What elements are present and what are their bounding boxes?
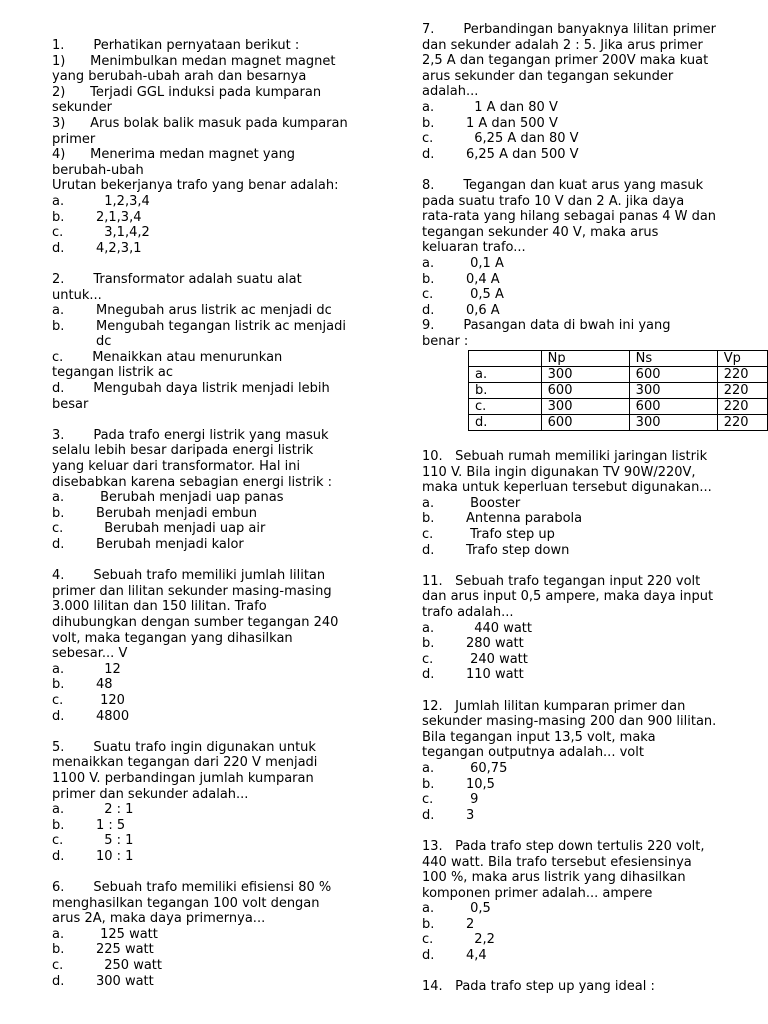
answer-option — [52, 506, 382, 522]
option-text: dc — [96, 334, 112, 350]
option-text: Berubah menjadi embun — [96, 505, 257, 521]
question-text-line: 3) Arus bolak balik masuk pada kumparan — [52, 115, 348, 131]
table-header-cell — [469, 351, 542, 367]
option-text: 2 : 1 — [96, 802, 134, 818]
option-text: 0,1 A — [466, 255, 504, 271]
answer-option — [52, 334, 382, 350]
question — [52, 880, 382, 989]
option-letter: d. — [52, 708, 65, 724]
option-text: 1 : 5 — [96, 817, 126, 833]
question-text-line: untuk... — [52, 287, 102, 303]
answer-option — [52, 194, 382, 210]
question-text-line: 11. Sebuah trafo tegangan input 220 volt — [422, 573, 701, 589]
answer-option — [52, 537, 382, 553]
question-text-line: sekunder — [52, 100, 112, 116]
option-letter: c. — [52, 521, 64, 537]
question-text-line: sekunder masing-masing 200 dan 900 lilitan. — [422, 714, 717, 730]
question-text-line: menghasilkan tegangan 100 volt dengan — [52, 895, 320, 911]
answer-option — [422, 543, 768, 559]
spacer — [52, 256, 382, 272]
option-text: 0,5 — [466, 901, 491, 917]
option-text: 2,2 — [466, 932, 495, 948]
table-header-cell: Ns — [629, 351, 717, 367]
answer-option — [422, 667, 768, 683]
question-text-line: Urutan bekerjanya trafo yang benar adalah: — [52, 178, 339, 194]
option-letter: c. — [52, 692, 64, 708]
option-text: Trafo step up — [466, 527, 555, 543]
answer-option — [422, 808, 768, 824]
option-letter: a. — [52, 303, 65, 319]
table-row — [469, 399, 768, 415]
answer-option — [422, 496, 768, 512]
answer-option — [422, 272, 768, 288]
table-cell: 300 — [541, 367, 629, 383]
option-letter: a. — [52, 661, 65, 677]
option-letter: d. — [422, 146, 435, 162]
option-text: 48 — [96, 677, 113, 693]
question-text-line: benar : — [422, 333, 469, 349]
option-text: 60,75 — [466, 760, 508, 776]
option-text: 1,2,3,4 — [96, 193, 150, 209]
spacer — [422, 162, 768, 178]
table-row — [469, 383, 768, 399]
table-cell: d. — [469, 415, 542, 431]
question-text-line: pada suatu trafo 10 V dan 2 A. jika daya — [422, 193, 685, 209]
option-letter: a. — [52, 926, 65, 942]
answer-option — [422, 777, 768, 793]
option-letter: b. — [422, 115, 435, 131]
option-letter: a. — [52, 802, 65, 818]
spacer — [422, 964, 768, 980]
option-text: Mnegubah arus listrik ac menjadi dc — [96, 303, 332, 319]
answer-option — [422, 131, 768, 147]
option-text: 10,5 — [466, 776, 495, 792]
option-text: 4,2,3,1 — [96, 240, 142, 256]
option-text: 10 : 1 — [96, 848, 134, 864]
table-cell: b. — [469, 383, 542, 399]
answer-option — [52, 225, 382, 241]
question-text-line: dan arus input 0,5 ampere, maka daya input — [422, 589, 714, 605]
answer-option — [422, 527, 768, 543]
option-letter: b. — [52, 505, 65, 521]
question-text-line: 3. Pada trafo energi listrik yang masuk — [52, 427, 329, 443]
option-text: 1 A dan 80 V — [466, 99, 558, 115]
option-letter: d. — [422, 542, 435, 558]
question — [422, 574, 768, 683]
option-letter: d. — [52, 973, 65, 989]
option-text: Berubah menjadi kalor — [96, 537, 244, 552]
option-letter: b. — [52, 318, 65, 334]
option-text: Trafo step down — [466, 542, 570, 558]
option-letter: b. — [422, 511, 435, 527]
question-text-line: 110 V. Bila ingin digunakan TV 90W/220V, — [422, 464, 696, 480]
option-letter: c. — [422, 651, 434, 667]
option-text: 2 — [466, 916, 475, 932]
question — [52, 428, 382, 553]
question-text-line: 4) Menerima medan magnet yang — [52, 147, 296, 163]
option-letter: a. — [422, 620, 435, 636]
table-cell: c. — [469, 399, 542, 415]
option-text: 1 A dan 500 V — [466, 115, 558, 131]
option-text: 110 watt — [466, 667, 524, 683]
left-column — [52, 0, 382, 989]
answer-option — [422, 792, 768, 808]
answer-option — [422, 287, 768, 303]
answer-option — [52, 958, 382, 974]
answer-option — [52, 677, 382, 693]
option-text: 5 : 1 — [96, 833, 134, 849]
option-letter: b. — [422, 271, 435, 287]
answer-option — [422, 256, 768, 272]
answer-option — [422, 901, 768, 917]
option-letter: d. — [52, 537, 65, 552]
question-text-line: volt, maka tegangan yang dihasilkan — [52, 630, 293, 646]
option-letter: c. — [422, 932, 434, 948]
question — [422, 839, 768, 964]
question — [52, 568, 382, 724]
question-text-line: 1100 V. perbandingan jumlah kumparan — [52, 770, 314, 786]
spacer — [52, 412, 382, 428]
answer-option — [52, 802, 382, 818]
option-text: Mengubah tegangan listrik ac menjadi — [96, 318, 346, 334]
question-text-line: 8. Tegangan dan kuat arus yang masuk — [422, 177, 704, 193]
question-text-line: 14. Pada trafo step up yang ideal : — [422, 979, 655, 995]
answer-option — [422, 917, 768, 933]
answer-option — [52, 927, 382, 943]
option-letter: c. — [52, 225, 64, 241]
option-letter: b. — [52, 942, 65, 958]
option-letter: c. — [422, 527, 434, 543]
table-cell: 220 — [717, 383, 767, 399]
option-letter: c. — [52, 958, 64, 974]
table-cell: 220 — [717, 367, 767, 383]
answer-option — [422, 147, 768, 163]
option-letter: a. — [422, 901, 435, 917]
table-header-cell: Vp — [717, 351, 767, 367]
spacer — [422, 558, 768, 574]
option-letter: a. — [422, 495, 435, 511]
option-text: 2,1,3,4 — [96, 209, 142, 225]
question-text-line: 12. Jumlah lilitan kumparan primer dan — [422, 698, 686, 714]
answer-option — [422, 621, 768, 637]
option-text: 4,4 — [466, 948, 487, 964]
option-text: 440 watt — [466, 620, 533, 636]
question-text-line: disebabkan karena sebagian energi listrik : — [52, 474, 333, 490]
option-text: 6,25 A dan 500 V — [466, 146, 579, 162]
answer-option — [422, 652, 768, 668]
option-text: 0,4 A — [466, 271, 500, 287]
answer-option — [422, 636, 768, 652]
answer-option — [422, 948, 768, 964]
question-text-line: 7. Perbandingan banyaknya lilitan primer — [422, 22, 716, 37]
answer-option — [52, 662, 382, 678]
table-cell: 220 — [717, 399, 767, 415]
option-letter: b. — [52, 817, 65, 833]
option-text: Booster — [466, 495, 521, 511]
question-text-line: dihubungkan dengan sumber tegangan 240 — [52, 614, 339, 630]
answer-option — [52, 818, 382, 834]
question-text-line: 10. Sebuah rumah memiliki jaringan listrik — [422, 449, 708, 465]
question-text-line: adalah... — [422, 84, 479, 100]
table-cell: 300 — [629, 383, 717, 399]
answer-option — [52, 303, 382, 319]
option-letter: b. — [52, 677, 65, 693]
option-text: Antenna parabola — [466, 511, 583, 527]
option-letter: c. — [422, 287, 434, 303]
table-row — [469, 415, 768, 431]
option-letter: d. — [422, 667, 435, 683]
option-text: Berubah menjadi uap panas — [96, 490, 284, 506]
option-text: 240 watt — [466, 651, 528, 667]
table-header-cell: Np — [541, 351, 629, 367]
question-text-line: yang keluar dari transformator. Hal ini — [52, 459, 301, 475]
question-text-line: 2) Terjadi GGL induksi pada kumparan — [52, 84, 322, 100]
answer-option — [422, 511, 768, 527]
option-text: 125 watt — [96, 926, 158, 942]
answer-option — [52, 693, 382, 709]
spacer — [422, 823, 768, 839]
option-letter: a. — [422, 99, 435, 115]
option-letter: d. — [52, 848, 65, 864]
option-letter: c. — [422, 131, 434, 147]
option-letter: a. — [52, 193, 65, 209]
right-column — [422, 0, 768, 995]
spacer — [422, 433, 768, 449]
table-cell: 220 — [717, 415, 767, 431]
question-text-line: Bila tegangan input 13,5 volt, maka — [422, 729, 656, 745]
question-text-line: dan sekunder adalah 2 : 5. Jika arus primer — [422, 37, 703, 53]
option-text: 4800 — [96, 708, 130, 724]
question — [422, 318, 768, 431]
question — [422, 178, 768, 318]
option-letter: a. — [422, 255, 435, 271]
table-cell: 600 — [541, 415, 629, 431]
question — [422, 449, 768, 558]
table-header-row — [469, 351, 768, 367]
option-text: 120 — [96, 692, 125, 708]
question-text-line: yang berubah-ubah arah dan besarnya — [52, 69, 307, 85]
option-text: 9 — [466, 792, 479, 808]
question — [422, 22, 768, 162]
answer-option — [422, 932, 768, 948]
question-text-line: primer — [52, 131, 96, 147]
answer-option — [52, 319, 382, 335]
question-text-line: besar — [52, 396, 89, 412]
option-letter: b. — [422, 916, 435, 932]
table-cell: a. — [469, 367, 542, 383]
answer-option — [52, 210, 382, 226]
question — [52, 740, 382, 865]
question-text-line: 13. Pada trafo step down tertulis 220 volt, — [422, 838, 705, 854]
question-text-line: 2. Transformator adalah suatu alat — [52, 271, 302, 287]
question-text-line: 4. Sebuah trafo memiliki jumlah lilitan — [52, 568, 326, 584]
question-text-line: 3.000 lilitan dan 150 lilitan. Trafo — [52, 599, 267, 615]
answer-option — [52, 942, 382, 958]
answer-option — [52, 849, 382, 865]
answer-option — [52, 241, 382, 257]
question-text-line: komponen primer adalah... ampere — [422, 885, 653, 901]
table-cell: 600 — [629, 399, 717, 415]
question — [52, 272, 382, 412]
question — [422, 979, 768, 995]
data-table — [468, 350, 768, 431]
question-text-line: rata-rata yang hilang sebagai panas 4 W dan — [422, 209, 717, 225]
answer-option — [422, 761, 768, 777]
question-text-line: 6. Sebuah trafo memiliki efisiensi 80 % — [52, 880, 332, 896]
question-text-line: trafo adalah... — [422, 605, 514, 620]
question-text-line: tegangan listrik ac — [52, 365, 173, 381]
spacer — [52, 553, 382, 569]
option-text: 6,25 A dan 80 V — [466, 131, 579, 147]
spacer — [52, 864, 382, 880]
answer-option — [52, 974, 382, 990]
option-letter: d. — [422, 302, 435, 318]
answer-option — [52, 709, 382, 725]
question-text-line: 1. Perhatikan pernyataan berikut : — [52, 38, 300, 53]
question-text-line: 100 %, maka arus listrik yang dihasilkan — [422, 870, 686, 886]
question-text-line: arus 2A, maka daya primernya... — [52, 911, 266, 927]
answer-option — [52, 490, 382, 506]
table-cell: 300 — [629, 415, 717, 431]
option-letter: b. — [422, 776, 435, 792]
question-text-line: 5. Suatu trafo ingin digunakan untuk — [52, 739, 316, 755]
option-text: 12 — [96, 661, 121, 677]
question-text-line: berubah-ubah — [52, 162, 144, 178]
question-text-line: selalu lebih besar daripada energi listrik — [52, 443, 314, 459]
option-letter: c. — [52, 833, 64, 849]
answer-option — [422, 116, 768, 132]
question-text-line: primer dan sekunder adalah... — [52, 786, 249, 802]
option-letter: d. — [422, 948, 435, 964]
spacer — [422, 683, 768, 699]
answer-option — [422, 100, 768, 116]
option-text: 0,6 A — [466, 302, 500, 318]
answer-option — [422, 303, 768, 319]
question-text-line: 2,5 A dan tegangan primer 200V maka kuat — [422, 53, 709, 69]
option-text: 300 watt — [96, 973, 154, 989]
answer-option — [52, 521, 382, 537]
question-text-line: 9. Pasangan data di bwah ini yang — [422, 318, 671, 334]
option-text: 3 — [466, 807, 475, 823]
question-text-line: c. Menaikkan atau menurunkan — [52, 349, 283, 365]
answer-option — [52, 833, 382, 849]
option-letter: d. — [422, 807, 435, 823]
question-text-line: sebesar... V — [52, 646, 128, 662]
table-cell: 600 — [541, 383, 629, 399]
spacer — [52, 724, 382, 740]
question-text-line: 440 watt. Bila trafo tersebut efesiensinya — [422, 854, 692, 870]
option-letter: c. — [422, 792, 434, 808]
question-text-line: tegangan outputnya adalah... volt — [422, 745, 644, 761]
question — [52, 38, 382, 256]
question-text-line: 1) Menimbulkan medan magnet magnet — [52, 53, 336, 69]
option-letter: d. — [52, 240, 65, 256]
question-text-line: menaikkan tegangan dari 220 V menjadi — [52, 755, 318, 771]
option-text: 250 watt — [96, 958, 163, 974]
question-text-line: arus sekunder dan tegangan sekunder — [422, 68, 674, 84]
table-row — [469, 367, 768, 383]
option-letter: a. — [52, 490, 65, 506]
question-text-line: tegangan sekunder 40 V, maka arus — [422, 224, 659, 240]
option-text: 0,5 A — [466, 287, 504, 303]
table-cell: 600 — [629, 367, 717, 383]
option-text: Berubah menjadi uap air — [96, 521, 266, 537]
question-text-line: keluaran trafo... — [422, 240, 526, 256]
option-letter: a. — [422, 760, 435, 776]
option-text: 3,1,4,2 — [96, 225, 150, 241]
question-text-line: d. Mengubah daya listrik menjadi lebih — [52, 381, 330, 397]
option-text: 225 watt — [96, 942, 154, 958]
table-cell: 300 — [541, 399, 629, 415]
question — [422, 699, 768, 824]
option-letter: b. — [52, 209, 65, 225]
question-text-line: maka untuk keperluan tersebut digunakan... — [422, 480, 712, 496]
option-text: 280 watt — [466, 636, 524, 652]
question-text-line: primer dan lilitan sekunder masing-masing — [52, 583, 332, 599]
option-letter: b. — [422, 636, 435, 652]
